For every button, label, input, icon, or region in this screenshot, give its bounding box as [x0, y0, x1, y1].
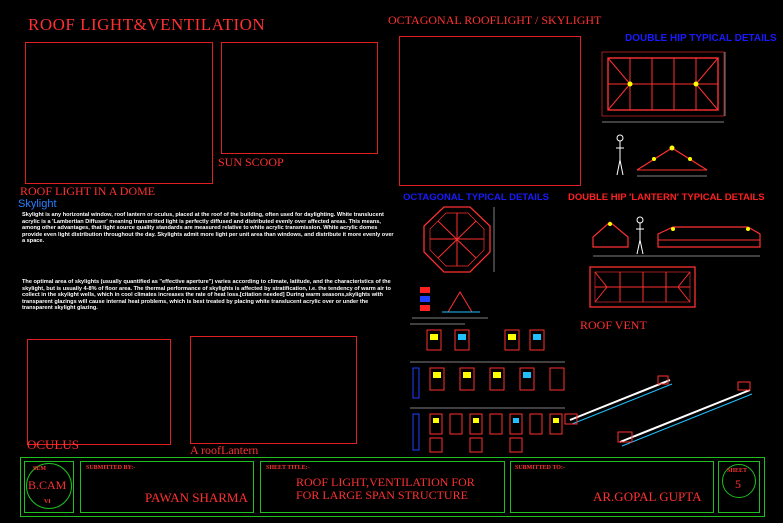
lantern-section-drawings: [588, 212, 763, 262]
octagonal-plan-drawing: [418, 204, 498, 279]
roof-vent-drawing: [560, 370, 770, 450]
sheet-value: 5: [735, 477, 741, 491]
submitted-to-value: AR.GOPAL GUPTA: [593, 489, 702, 504]
submitted-to-label: SUBMITTED TO:-: [515, 465, 565, 471]
heading-double-hip: DOUBLE HIP TYPICAL DETAILS: [625, 33, 777, 44]
heading-double-hip-lantern: DOUBLE HIP 'LANTERN' TYPICAL DETAILS: [568, 192, 765, 203]
heading-octagonal-details: OCTAGONAL TYPICAL DETAILS: [403, 192, 550, 203]
submitted-by-label: SUBMITTED BY:-: [86, 465, 136, 471]
sem-label: SEM: [33, 466, 47, 472]
image-frame-roof-light-dome: [25, 42, 213, 184]
octagonal-section-drawing: [410, 282, 490, 322]
sheet-title-line2: FOR LARGE SPAN STRUCTURE: [296, 488, 468, 502]
label-skylight: Skylight: [18, 198, 57, 210]
sheet-title-line1: ROOF LIGHT,VENTILATION FOR: [296, 475, 475, 489]
double-hip-section-drawing: [612, 130, 717, 185]
sheet-label: SHEET: [727, 468, 748, 474]
skylight-description: Skylight is any horizontal window, roof lantern or oculus, placed at the roof of the building, often used for daylighting. White translucent acrylic is a 'Lambertian Diffuser' meaning transmitted light is perfectly diffused and distributed evenly over affected areas. This means, among other advantages, that light source quality standards are measured relative to white acrylic transmission. White acrylic domes provide even light distribution throughout the day. Skylights admit more light per unit area than windows, and distribute it more evenly over a space.: [22, 212, 394, 245]
label-roof-light-dome: ROOF LIGHT IN A DOME: [20, 184, 156, 198]
label-sun-scoop: SUN SCOOP: [218, 155, 284, 169]
submitted-by-value: PAWAN SHARMA: [145, 490, 248, 505]
heading-octagonal-rooflight: OCTAGONAL ROOFLIGHT / SKYLIGHT: [388, 13, 602, 27]
image-frame-sun-scoop: [221, 42, 378, 154]
lantern-plan-drawing: [585, 262, 700, 314]
image-frame-octagonal-rooflight: [399, 36, 581, 186]
double-hip-plan-drawing: [600, 50, 730, 125]
sheet-title-label: SHEET TITLE:-: [266, 465, 310, 471]
skylight-component-details: [405, 320, 575, 460]
label-oculus: OCULUS: [27, 437, 80, 452]
sem-sub: VI: [44, 499, 51, 505]
sem-value: B.CAM: [28, 478, 67, 492]
label-roof-lantern: A roofLantern: [190, 443, 259, 457]
skylight-optimal-area: The optimal area of skylights (usually quantified as "effective aperture") varies according to climate, latitude, and the characteristics of the skylight, but is usually 4-8% of floor area. The thermal performance of skylights is affected by stratification, i.e. the tendency of warm air to collect in the skylight wells, which in cool climates increases the rate of heat loss.[citation needed] During warm seasons,skylights with transparent glazings will cause internal heat problems, which is best treated by placing white translucent acrylic over or under the transparent skylight glazing.: [22, 279, 391, 312]
image-frame-roof-lantern: [190, 336, 357, 444]
sheet-heading: ROOF LIGHT&VENTILATION: [28, 15, 266, 34]
image-frame-oculus: [27, 339, 171, 445]
heading-roof-vent: ROOF VENT: [580, 318, 647, 332]
